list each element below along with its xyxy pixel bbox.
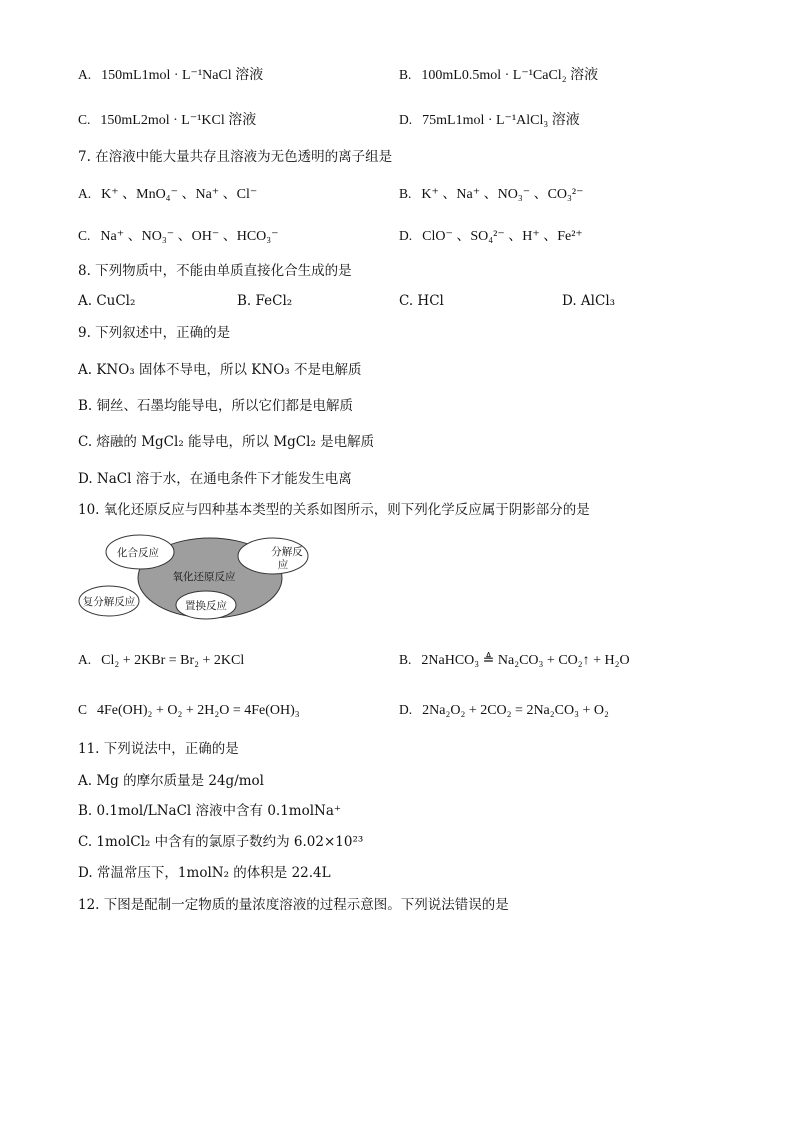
combination-reaction-label: 化合反应 <box>117 547 159 559</box>
q10-option-a <box>78 651 244 670</box>
option-text: 75mL1mol · L⁻¹AlCl₃ 溶液 <box>422 113 580 128</box>
q11-stem: 11. 下列说法中，正确的是 <box>78 741 239 757</box>
q12-stem: 12. 下图是配制一定物质的量浓度溶液的过程示意图。下列说法错误的是 <box>78 897 509 913</box>
decomposition-reaction-label-2: 应 <box>277 559 289 571</box>
q8-option-b: B. FeCl₂ <box>237 293 293 309</box>
q9-option-d: D. NaCl 溶于水，在通电条件下才能发生电离 <box>78 471 352 487</box>
q6-option-b <box>399 66 598 85</box>
q10-stem: 10. 氧化还原反应与四种基本类型的关系如图所示，则下列化学反应属于阴影部分的是 <box>78 502 590 518</box>
option-label: C <box>78 702 88 717</box>
option-text: 100mL0.5mol · L⁻¹CaCl₂ 溶液 <box>421 68 599 83</box>
q9-stem: 9. 下列叙述中，正确的是 <box>78 325 231 341</box>
q11-option-d: D. 常温常压下，1molN₂ 的体积是 22.4L <box>78 865 331 881</box>
q7-option-b <box>399 185 584 204</box>
option-label: A. <box>78 186 92 201</box>
option-text: 4Fe(OH)₂ + O₂ + 2H₂O = 4Fe(OH)₃ <box>97 703 300 718</box>
displacement-reaction-label: 置换反应 <box>185 600 227 612</box>
option-text: Na⁺ 、NO₃⁻ 、OH⁻ 、HCO₃⁻ <box>100 229 279 244</box>
redox-reaction-label: 氧化还原反应 <box>172 571 236 583</box>
q11-option-b: B. 0.1mol/LNaCl 溶液中含有 0.1molNa⁺ <box>78 803 342 819</box>
option-text: Cl₂ + 2KBr = Br₂ + 2KCl <box>101 653 245 668</box>
option-label: B. <box>399 67 412 82</box>
reaction-type-venn-diagram <box>78 532 318 624</box>
q7-option-d <box>399 227 583 246</box>
option-label: D. <box>399 228 413 243</box>
q11-option-c: C. 1molCl₂ 中含有的氯原子数约为 6.02×10²³ <box>78 834 364 850</box>
option-label: B. <box>399 652 412 667</box>
option-text: ClO⁻ 、SO₄²⁻ 、H⁺ 、Fe²⁺ <box>422 229 583 244</box>
option-text: 150mL2mol · L⁻¹KCl 溶液 <box>100 113 257 128</box>
q10-option-c <box>78 701 300 720</box>
option-label: B. <box>399 186 412 201</box>
q6-option-a <box>78 66 263 85</box>
q7-option-a <box>78 185 257 204</box>
option-text: 2NaHCO₃ ≜ Na₂CO₃ + CO₂↑ + H₂O <box>421 653 630 668</box>
q6-option-c <box>78 111 256 130</box>
option-label: C. <box>78 112 91 127</box>
q9-option-c: C. 熔融的 MgCl₂ 能导电，所以 MgCl₂ 是电解质 <box>78 434 375 450</box>
q8-option-d: D. AlCl₃ <box>562 293 616 309</box>
option-label: D. <box>399 112 413 127</box>
double-decomposition-label: 复分解反应 <box>82 596 136 608</box>
option-label: A. <box>78 67 92 82</box>
q7-stem: 7. 在溶液中能大量共存且溶液为无色透明的离子组是 <box>78 149 393 165</box>
q9-option-b: B. 铜丝、石墨均能导电，所以它们都是电解质 <box>78 398 354 414</box>
q9-option-a: A. KNO₃ 固体不导电，所以 KNO₃ 不是电解质 <box>78 362 362 378</box>
option-label: A. <box>78 652 92 667</box>
q7-option-c <box>78 227 279 246</box>
decomposition-reaction-label-1: 分解反 <box>271 546 303 558</box>
q8-stem: 8. 下列物质中，不能由单质直接化合生成的是 <box>78 263 352 279</box>
q10-option-d <box>399 701 609 720</box>
option-text: 150mL1mol · L⁻¹NaCl 溶液 <box>101 68 264 83</box>
option-label: D. <box>399 702 413 717</box>
option-text: K⁺ 、Na⁺ 、NO₃⁻ 、CO₃²⁻ <box>421 187 584 202</box>
option-text: 2Na₂O₂ + 2CO₂ = 2Na₂CO₃ + O₂ <box>422 703 609 718</box>
q8-option-a: A. CuCl₂ <box>78 293 136 309</box>
option-label: C. <box>78 228 91 243</box>
q6-option-d <box>399 111 580 130</box>
q8-option-c: C. HCl <box>399 293 444 309</box>
q10-option-b <box>399 651 630 670</box>
q11-option-a: A. Mg 的摩尔质量是 24g/mol <box>78 773 264 789</box>
option-text: K⁺ 、MnO₄⁻ 、Na⁺ 、Cl⁻ <box>101 187 258 202</box>
